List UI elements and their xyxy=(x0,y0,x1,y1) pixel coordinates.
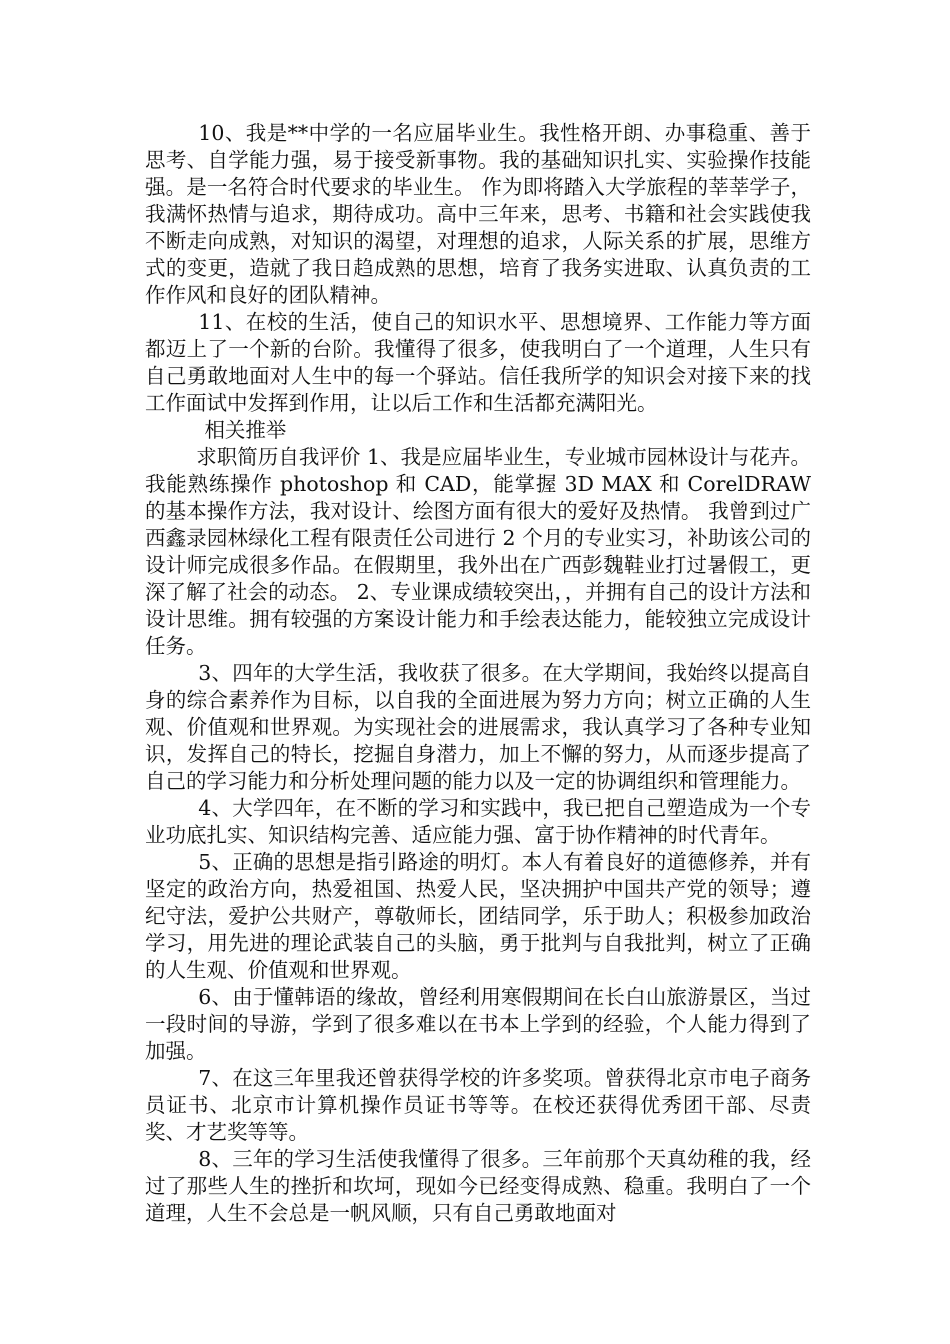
document-body xyxy=(145,120,811,1227)
paragraph-11: 11、在校的生活，使自己的知识水平、思想境界、工作能力等方面都迈上了一个新的台阶。我懂得了很多，使我明白了一个道理，人生只有自己勇敢地面对人生中的每一个驿站。信任我所学的知识会对接下来的找工作面试中发挥到作用，让以后工作和生活都充满阳光。 xyxy=(145,310,811,415)
paragraph-6: 6、由于懂韩语的缘故，曾经利用寒假期间在长白山旅游景区，当过一段时间的导游，学到了很多难以在书本上学到的经验，个人能力得到了加强。 xyxy=(145,985,811,1063)
paragraph-8: 8、三年的学习生活使我懂得了很多。三年前那个天真幼稚的我，经过了那些人生的挫折和坎坷，现如今已经变得成熟、稳重。我明白了一个道理，人生不会总是一帆风顺，只有自己勇敢地面对 xyxy=(145,1147,811,1225)
paragraph-10: 10、我是**中学的一名应届毕业生。我性格开朗、办事稳重、善于思考、自学能力强，易于接受新事物。我的基础知识扎实、实验操作技能强。是一名符合时代要求的毕业生。 作为即将踏入大学旅程的莘莘学子，我满怀热情与追求，期待成功。高中三年来，思考、书籍和社会实践使我不断走向成熟，对知识的渴望，对理想的追求，人际关系的扩展，思维方式的变更，造就了我日趋成熟的思想，培育了我务实进取、认真负责的工作作风和良好的团队精神。 xyxy=(145,121,811,307)
paragraph-5: 5、正确的思想是指引路途的明灯。本人有着良好的道德修养，并有坚定的政治方向，热爱祖国、热爱人民，坚决拥护中国共产党的领导；遵纪守法，爱护公共财产，尊敬师长，团结同学，乐于助人；积极参加政治学习，用先进的理论武装自己的头脑，勇于批判与自我批判，树立了正确的人生观、价值观和世界观。 xyxy=(145,850,811,982)
section-heading: 相关推举 xyxy=(204,418,287,442)
paragraph-4: 4、大学四年，在不断的学习和实践中，我已把自己塑造成为一个专业功底扎实、知识结构完善、适应能力强、富于协作精神的时代青年。 xyxy=(145,796,811,847)
recommendation-paragraph: 求职简历自我评价 1、我是应届毕业生，专业城市园林设计与花卉。我能熟练操作 photoshop 和 CAD，能掌握 3D MAX 和 CorelDRAW 的基本操作方法，我对设计、绘图方面有很大的爱好及热情。 我曾到过广西鑫录园林绿化工程有限责任公司进行 2 个月的专业实习，补助该公司的设计师完成很多作品。在假期里，我外出在广西彭魏鞋业打过暑假工，更深了解了社会的动态。 2、专业课成绩较突出，，并拥有自己的设计方法和设计思维。拥有较强的方案设计能力和手绘表达能力，能较独立完成设计任务。 xyxy=(145,445,811,658)
paragraph-7: 7、在这三年里我还曾获得学校的许多奖项。曾获得北京市电子商务员证书、北京市计算机操作员证书等等。在校还获得优秀团干部、尽责奖、才艺奖等等。 xyxy=(145,1066,811,1144)
paragraph-3: 3、四年的大学生活，我收获了很多。在大学期间，我始终以提高自身的综合素养作为目标，以自我的全面进展为努力方向；树立正确的人生观、价值观和世界观。为实现社会的进展需求，我认真学习了各种专业知识，发挥自己的特长，挖掘自身潜力，加上不懈的努力，从而逐步提高了自己的学习能力和分析处理问题的能力以及一定的协调组织和管理能力。 xyxy=(145,661,811,793)
